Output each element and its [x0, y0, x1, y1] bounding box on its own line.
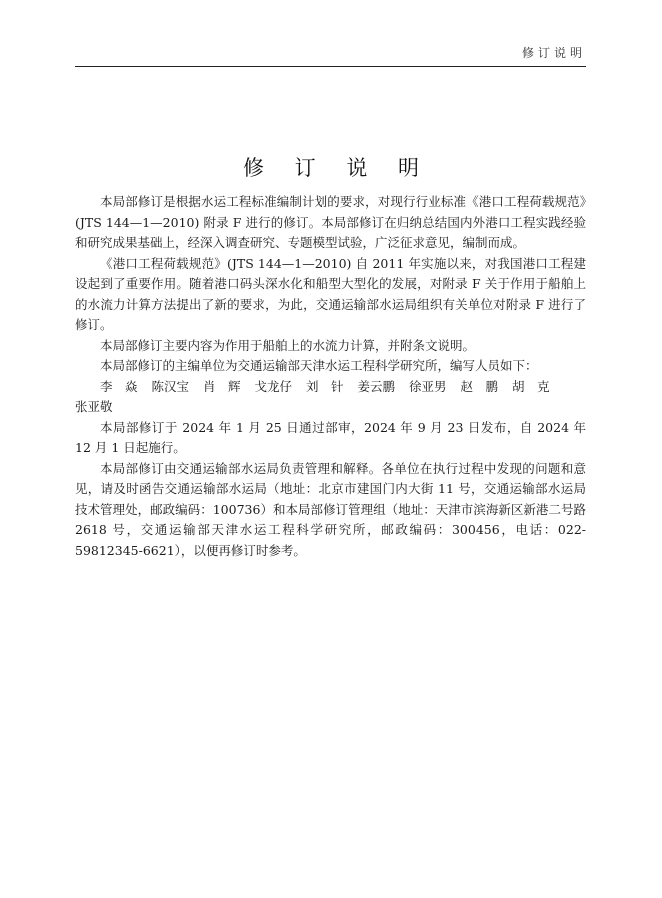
author-name: 李 焱 — [100, 378, 138, 394]
author-name: 姜云鹏 — [357, 378, 396, 394]
page-title: 修 订 说 明 — [242, 156, 432, 180]
paragraph-background: 《港口工程荷载规范》(JTS 144—1—2010) 自 2011 年实施以来，对我国港口工程建设起到了重要作用。随着港口码头深水化和船型大型化的发展，对附录 F 关于作用于船舶上的水流力计算方法提出了新的要求，为此，交通运输部水运局组织有关单位对附录 F 进行了修订。 — [75, 255, 586, 332]
paragraph-editors-intro: 本局部修订的主编单位为交通运输部天津水运工程科学研究所，编写人员如下： — [100, 358, 538, 373]
running-header: 修订说明 — [521, 46, 586, 60]
author-list-continued — [75, 397, 586, 418]
document-body — [75, 192, 586, 561]
header-rule — [75, 66, 586, 67]
author-name: 肖 辉 — [203, 378, 241, 394]
author-name: 刘 针 — [306, 378, 344, 394]
paragraph-effective-date: 本局部修订于 2024 年 1 月 25 日通过部审，2024 年 9 月 23 日发布，自 2024 年 12 月 1 日起施行。 — [75, 419, 586, 455]
author-name: 陈汉宝 — [151, 378, 190, 394]
paragraph-purpose: 本局部修订是根据水运工程标准编制计划的要求，对现行行业标准《港口工程荷载规范》(JTS 144—1—2010) 附录 F 进行的修订。本局部修订在归纳总结国内外港口工程实践经验和研究成果基础上，经深入调查研究、专题模型试验，广泛征求意见，编制而成。 — [75, 194, 586, 250]
author-name: 赵 鹏 — [460, 378, 499, 394]
author-name: 张亚敬 — [75, 399, 113, 414]
paragraph-main-content: 本局部修订主要内容为作用于船舶上的水流力计算，并附条文说明。 — [100, 337, 476, 353]
author-list — [75, 377, 586, 398]
author-name: 徐亚男 — [409, 378, 447, 394]
paragraph-management: 本局部修订由交通运输部水运局负责管理和解释。各单位在执行过程中发现的问题和意见，请及时函告交通运输部水运局（地址：北京市建国门内大街 11 号，交通运输部水运局技术管理处，邮政编码：100736）和本局部修订管理组（地址：天津市滨海新区新港二号路 2618 号，交通运输部天津水运工程科学研究所，邮政编码：300456，电话：022-59812345-6621），以便再修订时参考。 — [75, 460, 586, 558]
author-name: 胡 克 — [512, 378, 550, 394]
author-name: 戈龙仔 — [254, 378, 293, 394]
